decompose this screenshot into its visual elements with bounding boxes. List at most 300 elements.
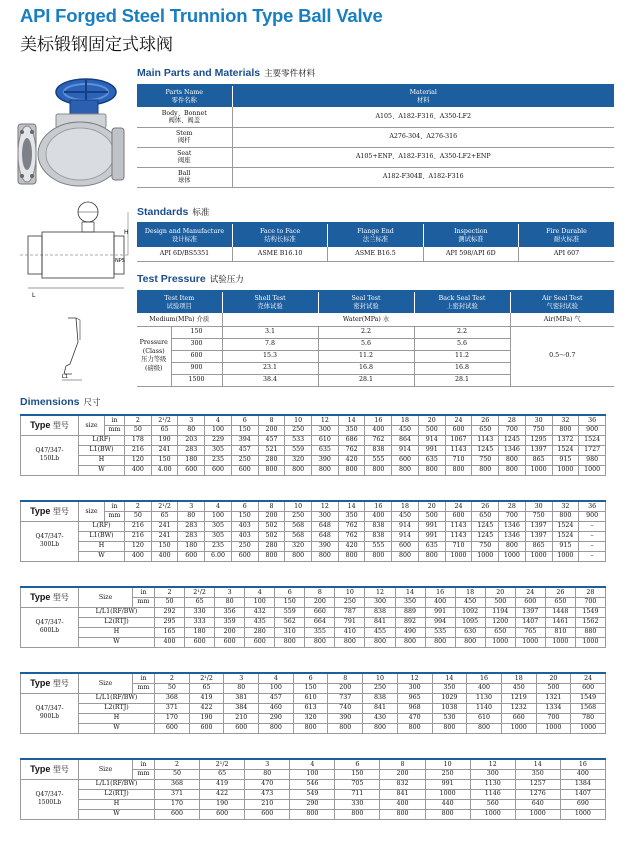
dimension-value: 838: [365, 531, 392, 541]
dimension-value: 660: [501, 713, 536, 723]
size-mm: 80: [245, 769, 290, 779]
dimension-value: 800: [338, 465, 365, 475]
dimension-value: 1000: [571, 723, 606, 733]
dimension-value: 914: [392, 531, 419, 541]
dimension-value: 991: [425, 779, 470, 789]
dimension-value: 690: [560, 799, 605, 809]
size-inch: 2¹/2: [185, 587, 215, 597]
dimension-value: 914: [418, 435, 445, 445]
size-inch: 6: [231, 501, 258, 511]
dimension-label: L/L1(RF/BW): [79, 779, 155, 789]
dimension-value: 568: [285, 521, 312, 531]
dimension-value: 711: [335, 789, 380, 799]
model-label: Q47/347- 150Lb: [21, 435, 79, 475]
dimension-value: 384: [224, 703, 259, 713]
size-mm: 900: [579, 511, 606, 521]
dimension-value: 600: [200, 809, 245, 819]
dimension-value: 1000: [445, 551, 472, 561]
dimension-value: 546: [290, 779, 335, 789]
size-inch: 12: [365, 587, 395, 597]
dimension-value: 150: [151, 455, 178, 465]
dimension-row: [21, 809, 606, 819]
size-inch: 20: [536, 673, 571, 683]
dimension-value: 800: [365, 637, 395, 647]
standard-col-header: Fire Durable 耐火标准: [519, 223, 614, 247]
materials-table: [137, 84, 614, 188]
dimension-value: 613: [293, 703, 328, 713]
class-label: Pressure (Class) 压力等级 (磅级): [137, 326, 171, 386]
model-label: Q47/347- 300Lb: [21, 521, 79, 561]
dimension-value: 1245: [472, 521, 499, 531]
dimension-value: 190: [151, 435, 178, 445]
size-mm: 300: [312, 425, 339, 435]
size-inch: 26: [472, 415, 499, 425]
dimension-value: 865: [525, 455, 552, 465]
dimension-value: 420: [338, 455, 365, 465]
size-mm: 700: [575, 597, 605, 607]
part-material: A105+ENP、A182-F316、A350-LF2+ENP: [232, 147, 614, 167]
dimension-value: 560: [470, 799, 515, 809]
size-inch: 8: [258, 501, 285, 511]
dimension-value: 800: [499, 455, 526, 465]
dimension-row: [21, 607, 606, 617]
size-inch: 28: [499, 415, 526, 425]
size-label: Size: [79, 673, 133, 693]
dimension-value: 648: [312, 521, 339, 531]
dimension-row: [21, 789, 606, 799]
dimension-value: 1029: [432, 693, 467, 703]
dimension-value: 800: [365, 465, 392, 475]
standard-value: API 6D/BS5351: [137, 247, 232, 261]
dimension-value: 1397: [525, 521, 552, 531]
size-mm: 300: [397, 683, 432, 693]
type-label: Type 型号: [21, 415, 79, 435]
pressure-col-header: Test Item 试验项目: [137, 291, 222, 313]
pressure-col-header: Back Seal Test 上密封试验: [414, 291, 510, 313]
dimension-value: 250: [231, 455, 258, 465]
dimension-value: 991: [418, 445, 445, 455]
size-inch: 6: [231, 415, 258, 425]
dimension-value: 1000: [579, 465, 606, 475]
dimension-value: 600: [189, 723, 224, 733]
size-inch: 2: [155, 759, 200, 769]
dimension-value: 800: [499, 465, 526, 475]
size-inch: 4: [205, 501, 232, 511]
dimension-row: [21, 693, 606, 703]
size-inch: 10: [285, 501, 312, 511]
dimension-value: 600: [245, 809, 290, 819]
dimension-value: 800: [445, 465, 472, 475]
dimension-value: 600: [215, 637, 245, 647]
size-mm: 50: [155, 769, 200, 779]
size-inch: 8: [328, 673, 363, 683]
dimension-row: [21, 445, 606, 455]
dimension-value: 1000: [515, 637, 545, 647]
size-mm: 100: [205, 425, 232, 435]
dimension-label: L2(RTJ): [79, 617, 155, 627]
size-mm: 600: [571, 683, 606, 693]
dimension-value: 1321: [536, 693, 571, 703]
dimension-value: 800: [285, 465, 312, 475]
dimension-value: 310: [275, 627, 305, 637]
size-mm: 150: [231, 425, 258, 435]
dimension-value: 750: [472, 541, 499, 551]
size-inch: 14: [515, 759, 560, 769]
size-inch: 36: [579, 501, 606, 511]
dimension-value: 368: [155, 779, 200, 789]
dimension-value: 295: [155, 617, 185, 627]
size-inch: 4: [205, 415, 232, 425]
size-inch: 32: [552, 415, 579, 425]
dimension-value: 170: [155, 713, 190, 723]
size-mm: 800: [552, 511, 579, 521]
dimension-value: 1067: [445, 435, 472, 445]
dimension-value: 800: [258, 465, 285, 475]
unit-in: in: [133, 587, 155, 597]
dimension-value: 800: [259, 723, 294, 733]
materials-row: [137, 127, 614, 147]
dimension-value: 800: [455, 637, 485, 647]
size-inch: 2: [155, 673, 190, 683]
size-inch: 14: [432, 673, 467, 683]
dimension-value: 991: [425, 607, 455, 617]
size-inch: 18: [392, 415, 419, 425]
dimension-value: 1448: [545, 607, 575, 617]
size-inch: 30: [525, 501, 552, 511]
dimension-value: 660: [305, 607, 335, 617]
dimension-value: 170: [155, 799, 200, 809]
size-label: Size: [79, 759, 133, 779]
dimension-value: 800: [467, 723, 502, 733]
size-inch: 36: [579, 415, 606, 425]
size-inch: 3: [178, 415, 205, 425]
air-value: 0.5～0.7: [510, 326, 614, 386]
back-seal-value: 11.2: [414, 350, 510, 362]
dimension-value: 800: [397, 723, 432, 733]
dimension-value: 1000: [501, 723, 536, 733]
model-label: Q47/347- 600Lb: [21, 607, 79, 647]
size-inch: 14: [338, 415, 365, 425]
dimension-value: 600: [231, 465, 258, 475]
size-inch: 24: [445, 415, 472, 425]
size-mm: 500: [418, 425, 445, 435]
dimension-value: 610: [467, 713, 502, 723]
size-mm: 200: [305, 597, 335, 607]
dimension-value: 457: [258, 435, 285, 445]
dimension-value: 1000: [472, 551, 499, 561]
dimension-value: 1549: [571, 693, 606, 703]
dimension-value: 600: [224, 723, 259, 733]
size-mm: 80: [178, 511, 205, 521]
standard-value: API 598/API 6D: [423, 247, 518, 261]
dimension-label: L2(RTJ): [79, 789, 155, 799]
dimension-row: [21, 531, 606, 541]
size-inch: 16: [365, 501, 392, 511]
dimension-value: 390: [312, 455, 339, 465]
dimension-value: 1245: [499, 435, 526, 445]
type-label: Type 型号: [21, 759, 79, 779]
dimension-value: 403: [231, 531, 258, 541]
dimension-value: 610: [312, 435, 339, 445]
type-label: Type 型号: [21, 587, 79, 607]
dimension-value: 865: [525, 541, 552, 551]
dimension-value: 333: [185, 617, 215, 627]
dimension-value: 562: [275, 617, 305, 627]
materials-heading: Main Parts and Materials 主要零件材料: [137, 67, 316, 79]
dimension-row: [21, 713, 606, 723]
standard-col-header: Design and Manufacture 设计标准: [137, 223, 232, 247]
dimension-value: 800: [275, 637, 305, 647]
inch-row: [21, 501, 606, 511]
size-inch: 8: [380, 759, 425, 769]
dimension-value: 914: [392, 445, 419, 455]
materials-col-material: Material 材料: [232, 85, 614, 107]
dimension-value: 1000: [552, 551, 579, 561]
dimension-table: [20, 758, 606, 820]
unit-mm: mm: [105, 425, 125, 435]
dimension-value: 305: [205, 521, 232, 531]
dimension-value: –: [579, 521, 606, 531]
dimension-label: H: [79, 627, 155, 637]
dimension-value: 400: [380, 799, 425, 809]
dimension-value: 457: [231, 445, 258, 455]
size-mm: 650: [545, 597, 575, 607]
dimension-value: 1000: [515, 809, 560, 819]
size-mm: 250: [335, 597, 365, 607]
dimension-value: 980: [579, 455, 606, 465]
dimension-value: 359: [215, 617, 245, 627]
dimension-value: 740: [328, 703, 363, 713]
size-inch: 3: [245, 759, 290, 769]
dimension-value: 292: [155, 607, 185, 617]
dimension-value: 600: [185, 637, 215, 647]
back-seal-value: 16.8: [414, 362, 510, 374]
size-inch: 28: [575, 587, 605, 597]
model-label: Q47/347- 900Lb: [21, 693, 79, 733]
dimension-value: 1000: [525, 465, 552, 475]
part-material: A276-304、A276-316: [232, 127, 614, 147]
dimension-value: 841: [365, 617, 395, 627]
dimension-value: 440: [425, 799, 470, 809]
size-inch: 16: [425, 587, 455, 597]
dimension-value: 419: [200, 779, 245, 789]
size-inch: 10: [363, 673, 398, 683]
dimension-value: 502: [258, 531, 285, 541]
dimension-row: [21, 521, 606, 531]
size-mm: 50: [125, 425, 152, 435]
dimension-value: 1140: [467, 703, 502, 713]
dimension-value: 422: [189, 703, 224, 713]
dimension-value: 832: [380, 779, 425, 789]
dimension-value: 800: [418, 465, 445, 475]
dimension-label: L1(BW): [79, 531, 125, 541]
dimension-value: 432: [245, 607, 275, 617]
materials-row: [137, 107, 614, 127]
size-label: Size: [79, 587, 133, 607]
dimension-value: 664: [305, 617, 335, 627]
size-mm: 65: [189, 683, 224, 693]
inch-row: [21, 587, 606, 597]
size-inch: 20: [418, 415, 445, 425]
dimension-label: W: [79, 723, 155, 733]
size-mm: 65: [185, 597, 215, 607]
dimension-value: 355: [305, 627, 335, 637]
dimension-value: 120: [125, 541, 152, 551]
dimension-value: 1727: [579, 445, 606, 455]
dimension-value: 1092: [455, 607, 485, 617]
standard-col-header: Flange End 法兰标准: [328, 223, 423, 247]
dimension-value: 559: [285, 445, 312, 455]
size-mm: 200: [258, 511, 285, 521]
size-inch: 2: [125, 415, 152, 425]
dimension-value: 6.00: [205, 551, 232, 561]
size-inch: 6: [293, 673, 328, 683]
inch-row: [21, 415, 606, 425]
dimension-value: 568: [285, 531, 312, 541]
dimension-value: 530: [432, 713, 467, 723]
part-name: Seat 阀座: [137, 147, 232, 167]
size-mm: 900: [579, 425, 606, 435]
unit-in: in: [105, 415, 125, 425]
dimension-row: [21, 779, 606, 789]
size-inch: 12: [312, 501, 339, 511]
dimension-value: 241: [151, 531, 178, 541]
dimension-value: 430: [363, 713, 398, 723]
dimension-value: 1407: [515, 617, 545, 627]
dimension-value: 400: [151, 551, 178, 561]
dimension-value: 1461: [545, 617, 575, 627]
size-mm: 600: [515, 597, 545, 607]
seal-value: 28.1: [318, 374, 414, 386]
dimension-value: 710: [445, 541, 472, 551]
dimension-value: 235: [205, 541, 232, 551]
size-inch: 26: [472, 501, 499, 511]
dimension-value: 1200: [485, 617, 515, 627]
medium-label: Medium(MPa) 介质: [137, 313, 222, 326]
shell-value: 3.1: [222, 326, 318, 338]
dimension-value: 190: [189, 713, 224, 723]
size-inch: 2: [155, 587, 185, 597]
dimension-value: 800: [335, 637, 365, 647]
dimension-value: 800: [395, 637, 425, 647]
dimension-value: 1524: [552, 521, 579, 531]
dimension-value: 400: [125, 551, 152, 561]
dimension-value: 283: [178, 531, 205, 541]
size-inch: 18: [455, 587, 485, 597]
standard-col-header: Face to Face 结构长标准: [232, 223, 327, 247]
size-mm: 350: [338, 511, 365, 521]
size-inch: 8: [305, 587, 335, 597]
size-mm: 650: [472, 425, 499, 435]
type-label: Type 型号: [21, 673, 79, 693]
dimension-value: 800: [392, 551, 419, 561]
size-inch: 32: [552, 501, 579, 511]
dimension-value: 635: [418, 455, 445, 465]
dimension-value: 787: [335, 607, 365, 617]
dimension-value: 4.00: [151, 465, 178, 475]
dimension-value: 1257: [515, 779, 560, 789]
dimension-value: 400: [125, 465, 152, 475]
dimension-label: H: [79, 713, 155, 723]
dimension-value: 991: [418, 531, 445, 541]
dimension-value: 457: [259, 693, 294, 703]
dimension-label: H: [79, 799, 155, 809]
dimension-value: 190: [200, 799, 245, 809]
dimension-value: 600: [392, 541, 419, 551]
size-mm: 80: [215, 597, 245, 607]
size-inch: 3: [178, 501, 205, 511]
dimension-value: 1000: [560, 809, 605, 819]
size-mm: 300: [312, 511, 339, 521]
part-name: Body、Bonnet 阀体、阀盖: [137, 107, 232, 127]
dimension-value: 600: [155, 809, 200, 819]
dimension-value: 533: [285, 435, 312, 445]
dimension-row: [21, 551, 606, 561]
standards-table: [137, 222, 614, 262]
dimension-value: 1130: [467, 693, 502, 703]
size-inch: 16: [560, 759, 605, 769]
dimension-value: 1000: [525, 551, 552, 561]
dimension-value: 800: [328, 723, 363, 733]
dimension-value: 216: [125, 445, 152, 455]
dimension-value: 555: [365, 455, 392, 465]
dimension-value: 381: [224, 693, 259, 703]
dimension-label: L2(RTJ): [79, 703, 155, 713]
size-inch: 18: [392, 501, 419, 511]
size-mm: 400: [560, 769, 605, 779]
size-mm: 100: [205, 511, 232, 521]
dimension-value: 502: [258, 521, 285, 531]
dimension-value: 1524: [552, 531, 579, 541]
dimension-value: 800: [312, 551, 339, 561]
size-mm: 350: [432, 683, 467, 693]
size-mm: 500: [536, 683, 571, 693]
dimension-value: 1232: [501, 703, 536, 713]
dimension-label: W: [79, 809, 155, 819]
size-mm: 450: [392, 511, 419, 521]
size-mm: 400: [467, 683, 502, 693]
dimension-value: 1146: [470, 789, 515, 799]
dimension-value: 216: [125, 521, 152, 531]
seal-value: 16.8: [318, 362, 414, 374]
dimension-label: W: [79, 637, 155, 647]
class-value: 150: [171, 326, 222, 338]
dimension-value: 1000: [575, 637, 605, 647]
shell-value: 23.1: [222, 362, 318, 374]
dimension-value: 1000: [536, 723, 571, 733]
class-value: 600: [171, 350, 222, 362]
valve-photo: [8, 62, 128, 194]
size-mm: 100: [245, 597, 275, 607]
dimension-value: 800: [363, 723, 398, 733]
dimension-value: 165: [155, 627, 185, 637]
shell-value: 15.3: [222, 350, 318, 362]
dimension-value: 330: [335, 799, 380, 809]
class-value: 300: [171, 338, 222, 350]
dimension-value: 1000: [470, 809, 515, 819]
dimension-value: –: [579, 531, 606, 541]
dimension-value: 280: [245, 627, 275, 637]
size-mm: 200: [328, 683, 363, 693]
dimension-row: [21, 465, 606, 475]
pressure-col-header: Air Seal Test 气密封试验: [510, 291, 614, 313]
dimension-value: 600: [205, 465, 232, 475]
dimension-value: 780: [571, 713, 606, 723]
dimension-value: 737: [328, 693, 363, 703]
dimension-value: 1568: [571, 703, 606, 713]
class-value: 1500: [171, 374, 222, 386]
dimension-value: 800: [425, 637, 455, 647]
